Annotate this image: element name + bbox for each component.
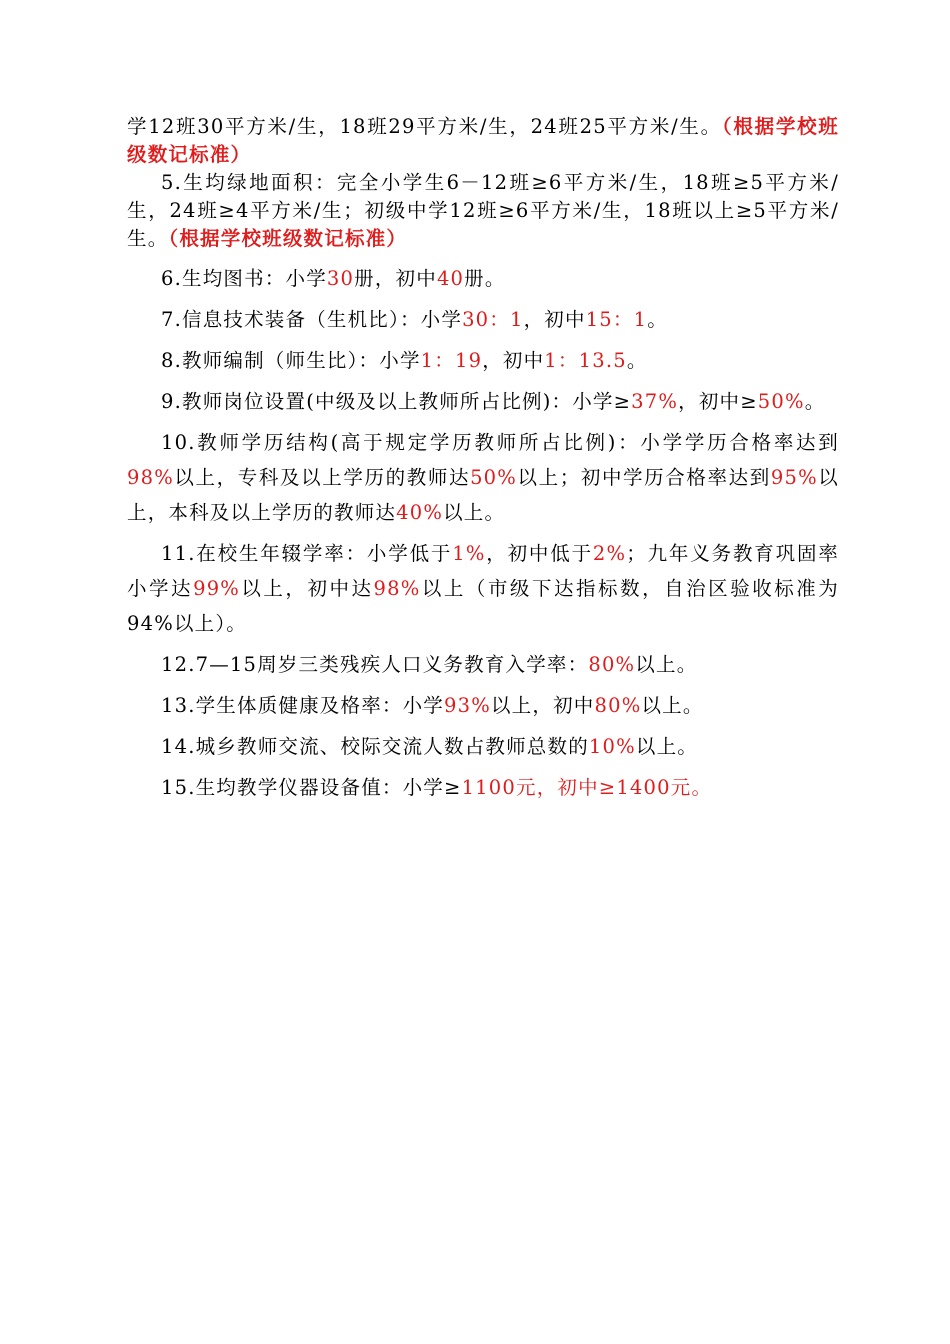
- body-text: 以上。: [443, 501, 506, 524]
- highlighted-text: 30: [326, 267, 355, 290]
- body-text: 以上。: [641, 694, 704, 717]
- body-text: ；九年义务教育巩固率小学达: [127, 542, 839, 600]
- body-text: ，初中: [523, 308, 586, 331]
- body-text: 11.在校生年辍学率：小学低于: [161, 542, 453, 565]
- body-text: 以上，初中: [490, 694, 595, 717]
- paragraph-fitness-rate: [127, 688, 839, 723]
- body-text: 10.教师学历结构(高于规定学历教师所占比例)：小学学历合格率达到: [161, 431, 839, 454]
- paragraph-continuation: [127, 113, 839, 169]
- highlighted-text: 10%: [588, 735, 636, 758]
- body-text: 册，初中: [354, 267, 437, 290]
- body-text: 。: [626, 349, 648, 372]
- paragraph-teacher-exchange: [127, 729, 839, 764]
- paragraph-it-equipment: [127, 302, 839, 337]
- body-text: 。: [804, 390, 826, 413]
- body-text: 册。: [464, 267, 506, 290]
- highlighted-text: 1%: [452, 542, 486, 565]
- highlighted-text: 80%: [588, 653, 636, 676]
- body-text: 学12班30平方米/生，18班29平方米/生，24班25平方米/生。: [127, 115, 722, 138]
- body-text: 12.7—15周岁三类残疾人口义务教育入学率：: [161, 653, 589, 676]
- highlighted-text: 99%: [193, 577, 241, 600]
- paragraph-teacher-positions: [127, 384, 839, 419]
- body-text: 8.教师编制（师生比）：小学: [161, 349, 421, 372]
- body-text: 以上，本科及以上学历的教师达: [127, 466, 839, 524]
- highlighted-text: 95%: [770, 466, 818, 489]
- highlighted-text: 1：19: [420, 349, 483, 372]
- paragraph-dropout-rate: [127, 536, 839, 641]
- highlighted-text: 80%: [594, 694, 642, 717]
- body-text: 14.城乡教师交流、校际交流人数占教师总数的: [161, 735, 589, 758]
- highlighted-text: 2%: [592, 542, 627, 565]
- body-text: 。: [647, 308, 668, 331]
- highlighted-text: 50%: [757, 390, 805, 413]
- paragraph-equipment-value: [127, 770, 839, 805]
- paragraph-teacher-ratio: [127, 343, 839, 378]
- highlighted-text: 37%: [631, 390, 679, 413]
- document-body: [127, 113, 839, 805]
- body-text: 以上；初中学历合格率达到: [517, 466, 771, 489]
- body-text: 以上。: [635, 653, 698, 676]
- highlighted-text: 15：1: [585, 308, 648, 331]
- body-text: 以上。: [635, 735, 698, 758]
- body-text: ，初中: [482, 349, 545, 372]
- body-text: 15.生均教学仪器设备值：小学≥: [161, 776, 462, 799]
- highlighted-text: 1100元，初中≥1400元。: [461, 776, 713, 799]
- body-text: 13.学生体质健康及格率：小学: [161, 694, 445, 717]
- body-text: 9.教师岗位设置(中级及以上教师所占比例)：小学≥: [161, 390, 632, 413]
- highlighted-text: 93%: [444, 694, 491, 717]
- highlighted-text: （根据学校班级数记标准）: [168, 227, 408, 250]
- body-text: 以上（市级下达指标数，自治区验收标准为94%以上）。: [127, 577, 840, 635]
- body-text: 6.生均图书：小学: [161, 267, 327, 290]
- paragraph-disabled-enrollment: [127, 647, 839, 682]
- body-text: 5.生均绿地面积：完全小学生6－12班≥6平方米/生，18班≥5平方米/生，24班≥4平方米/生；初级中学12班≥6平方米/生，18班以上≥5平方米/生。: [127, 171, 839, 250]
- body-text: ，初中≥: [678, 390, 758, 413]
- highlighted-text: 30：1: [462, 308, 524, 331]
- paragraph-books: [127, 261, 839, 296]
- paragraph-teacher-education: [127, 425, 839, 530]
- highlighted-text: 50%: [470, 466, 518, 489]
- body-text: ，初中低于: [485, 542, 593, 565]
- body-text: 以上，初中达: [240, 577, 374, 600]
- highlighted-text: （根据学校班级数记标准）: [127, 115, 840, 166]
- highlighted-text: 98%: [127, 466, 174, 489]
- highlighted-text: 40: [436, 267, 465, 290]
- highlighted-text: 1：13.5: [544, 349, 627, 372]
- highlighted-text: 40%: [396, 501, 444, 524]
- body-text: 7.信息技术装备（生机比）：小学: [161, 308, 463, 331]
- paragraph-green-area: [127, 169, 839, 253]
- highlighted-text: 98%: [373, 577, 421, 600]
- body-text: 以上，专科及以上学历的教师达: [173, 466, 471, 489]
